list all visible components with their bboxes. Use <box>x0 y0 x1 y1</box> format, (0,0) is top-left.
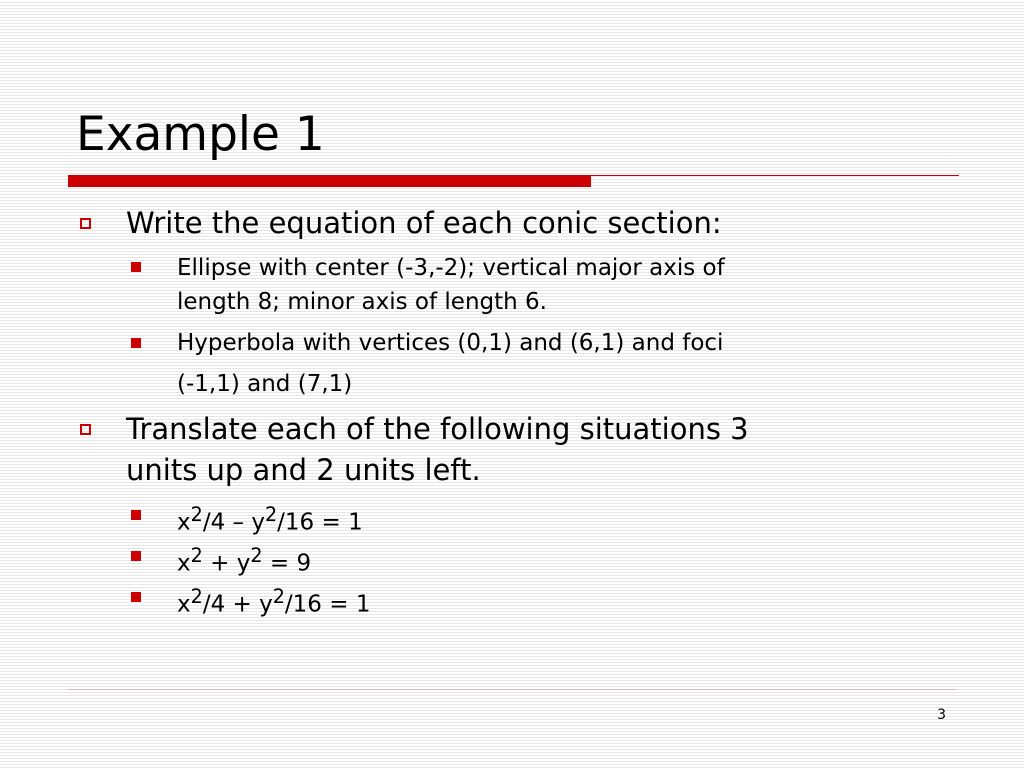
filled-square-bullet-icon <box>131 592 141 602</box>
title-underline-rule <box>591 175 959 176</box>
exponent: 2 <box>250 544 263 567</box>
exponent: 2 <box>190 503 203 526</box>
slide-number: 3 <box>937 707 946 723</box>
exponent: 2 <box>264 503 278 526</box>
sub-bullet-line: Ellipse with center (-3,-2); vertical major axis of <box>177 255 725 281</box>
filled-square-bullet-icon <box>131 338 141 348</box>
sub-bullet-text-continued <box>177 285 917 319</box>
exponent: 2 <box>190 544 203 567</box>
equation-item <box>177 498 917 540</box>
exponent: 2 <box>190 585 203 608</box>
sub-bullet-text <box>177 251 917 285</box>
sub-bullet-line: length 8; minor axis of length 6. <box>177 289 547 315</box>
slide-title: Example 1 <box>76 107 325 162</box>
filled-square-bullet-icon <box>131 262 141 272</box>
sub-bullet-text-continued <box>177 367 917 401</box>
sub-bullet-line: Hyperbola with vertices (0,1) and (6,1) and foci <box>177 330 724 356</box>
equation-part: x <box>177 550 191 577</box>
title-underline-bar <box>68 175 591 187</box>
equation-part: /16 = 1 <box>277 509 363 536</box>
equation-part: x <box>177 591 191 618</box>
equation-part: /16 = 1 <box>284 591 371 618</box>
bullet-text: Write the equation of each conic section: <box>126 206 722 240</box>
equation-part: /4 + y <box>202 591 273 618</box>
equation-item <box>177 539 917 581</box>
filled-square-bullet-icon <box>131 551 141 561</box>
exponent: 2 <box>272 585 285 608</box>
equation-part: = 9 <box>262 550 312 577</box>
equation-part: x <box>177 509 191 536</box>
equation-part: /4 – y <box>202 509 265 536</box>
bullet-line: units up and 2 units left. <box>126 453 481 487</box>
bullet-text <box>126 409 916 450</box>
equation-part: + y <box>202 550 251 577</box>
bullet-line: Translate each of the following situations 3 <box>126 412 749 446</box>
hollow-square-bullet-icon <box>80 424 91 435</box>
footer-rule <box>68 689 956 690</box>
filled-square-bullet-icon <box>131 510 141 520</box>
hollow-square-bullet-icon <box>80 218 91 229</box>
equation-item <box>177 580 917 622</box>
sub-bullet-text <box>177 326 917 360</box>
bullet-text-continued <box>126 450 916 491</box>
sub-bullet-line: (-1,1) and (7,1) <box>177 371 353 397</box>
